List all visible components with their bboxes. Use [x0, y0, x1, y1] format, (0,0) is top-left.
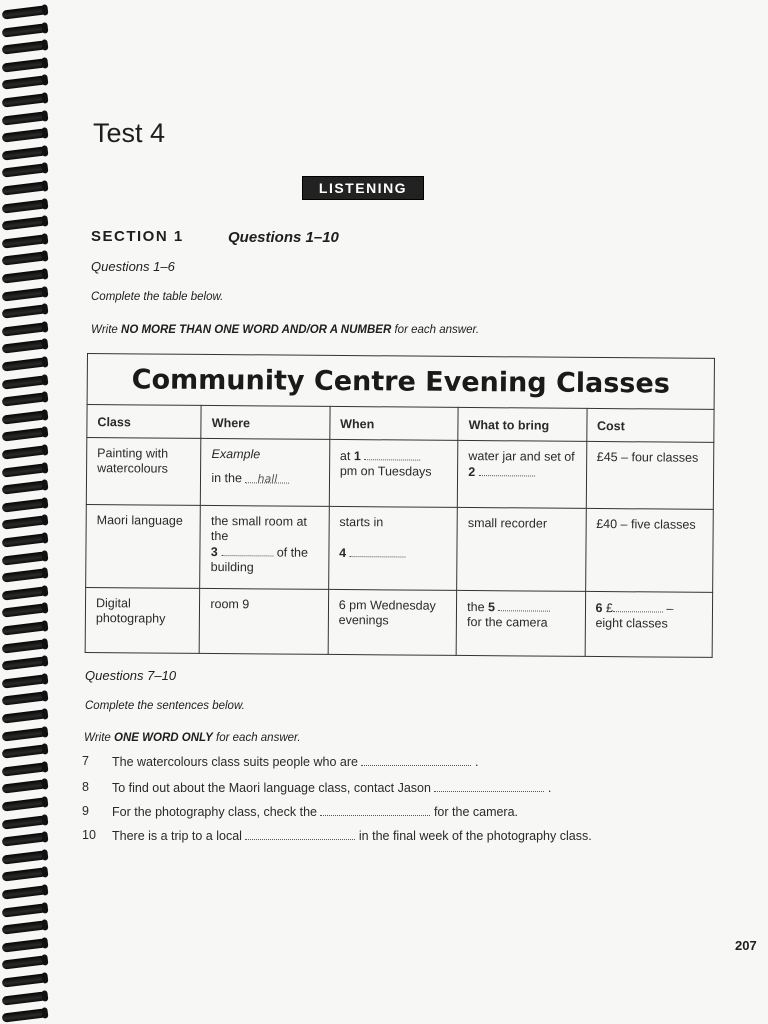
question-number: 5	[487, 600, 496, 615]
header-class: Class	[87, 405, 202, 439]
binding-coil	[2, 956, 47, 970]
answer-blank	[498, 599, 550, 611]
answer-blank	[221, 544, 273, 556]
answer-blank	[479, 464, 535, 476]
binding-coil	[2, 463, 47, 477]
binding-coil	[2, 727, 47, 741]
answer-blank	[350, 545, 406, 557]
table-instruction: Complete the table below.	[91, 291, 224, 303]
section-heading: SECTION 1	[91, 228, 184, 245]
binding-coil	[2, 111, 47, 125]
binding-coil	[2, 357, 47, 371]
binding-coil	[2, 428, 47, 442]
binding-coil	[2, 850, 47, 864]
binding-coil	[2, 41, 47, 55]
questions-7-10-label: Questions 7–10	[85, 668, 177, 683]
binding-coil	[2, 252, 47, 266]
example-label: Example	[211, 446, 261, 462]
word-limit-instruction-1: Write NO MORE THAN ONE WORD AND/OR A NUMBER for each answer.	[91, 324, 480, 336]
binding-coil	[2, 586, 47, 600]
binding-coil	[2, 129, 47, 143]
cost-cell: 6 £ – eight classes	[585, 591, 713, 657]
question-number: 3	[210, 544, 218, 560]
binding-coil	[2, 797, 47, 811]
binding-coil	[2, 762, 47, 776]
binding-coil	[2, 58, 47, 72]
binding-coil	[2, 709, 47, 723]
table-row	[86, 438, 714, 510]
bring-cell: small recorder	[457, 507, 586, 591]
binding-coil	[2, 868, 47, 882]
binding-coil	[2, 604, 47, 618]
binding-coil	[2, 498, 47, 512]
binding-coil	[2, 445, 47, 459]
binding-coil	[2, 1009, 47, 1023]
class-name: Digital photography	[85, 587, 200, 653]
when-cell: 6 pm Wednesday evenings	[328, 589, 457, 655]
answer-blank	[245, 828, 355, 840]
binding-coil	[2, 903, 47, 917]
table-title: Community Centre Evening Classes	[87, 354, 714, 410]
binding-coil	[2, 410, 47, 424]
binding-coil	[2, 217, 47, 231]
binding-coil	[2, 815, 47, 829]
binding-coil	[2, 5, 47, 19]
classes-table	[85, 353, 715, 658]
questions-range: Questions 1–10	[228, 229, 339, 246]
where-cell: Example in the hall	[201, 438, 330, 506]
cost-cell: £45 – four classes	[586, 441, 714, 509]
header-what-to-bring: What to bring	[458, 407, 587, 441]
binding-coil	[2, 305, 47, 319]
question-number: 1	[353, 449, 361, 464]
binding-coil	[2, 938, 47, 952]
binding-coil	[2, 199, 47, 213]
class-name: Painting with watercolours	[86, 438, 201, 506]
binding-coil	[2, 375, 47, 389]
binding-coil	[2, 569, 47, 583]
bring-cell: water jar and set of 2	[457, 440, 586, 508]
binding-coil	[2, 23, 47, 37]
binding-coil	[2, 921, 47, 935]
binding-coil	[2, 287, 47, 301]
answer-blank	[361, 754, 471, 766]
cost-cell: £40 – five classes	[585, 508, 713, 592]
question-number: 2	[468, 464, 476, 480]
question-number: 4	[339, 545, 347, 561]
binding-coil	[2, 621, 47, 635]
answer-blank	[320, 804, 430, 816]
listening-badge: LISTENING	[302, 176, 424, 200]
answer-blank	[364, 448, 420, 460]
binding-coil	[2, 692, 47, 706]
binding-coil	[2, 181, 47, 195]
answer-blank	[613, 600, 663, 612]
binding-coil	[2, 269, 47, 283]
answer-blank	[434, 780, 544, 792]
class-name: Maori language	[86, 504, 201, 588]
binding-coil	[2, 481, 47, 495]
binding-coil	[2, 885, 47, 899]
question-number: 6	[595, 601, 603, 616]
binding-coil	[2, 991, 47, 1005]
binding-coil	[2, 93, 47, 107]
page-number: 207	[735, 938, 757, 953]
binding-coil	[2, 657, 47, 671]
header-where: Where	[201, 405, 330, 439]
binding-coil	[2, 533, 47, 547]
binding-coil	[2, 234, 47, 248]
where-cell: room 9	[200, 588, 329, 654]
binding-coil	[2, 76, 47, 90]
binding-coil	[2, 833, 47, 847]
questions-1-6-label: Questions 1–6	[91, 259, 175, 274]
where-cell: the small room at the 3 of the building	[200, 505, 329, 589]
binding-coil	[2, 322, 47, 336]
binding-coil	[2, 516, 47, 530]
header-cost: Cost	[586, 408, 714, 442]
when-cell: starts in 4	[328, 506, 457, 590]
binding-coil	[2, 780, 47, 794]
binding-coil	[2, 551, 47, 565]
table-row	[85, 587, 712, 657]
header-when: When	[330, 406, 459, 440]
when-cell: at 1 pm on Tuesdays	[329, 439, 458, 507]
binding-coil	[2, 639, 47, 653]
spiral-binding	[0, 0, 48, 1024]
word-limit-instruction-2: Write ONE WORD ONLY for each answer.	[84, 732, 301, 744]
table-row	[86, 504, 714, 592]
bring-cell: the 5 for the camera	[456, 590, 585, 656]
binding-coil	[2, 393, 47, 407]
binding-coil	[2, 146, 47, 160]
example-answer: hall	[257, 472, 278, 486]
binding-coil	[2, 164, 47, 178]
binding-coil	[2, 973, 47, 987]
sentence-instruction: Complete the sentences below.	[85, 700, 245, 712]
test-title: Test 4	[93, 118, 166, 148]
binding-coil	[2, 340, 47, 354]
binding-coil	[2, 745, 47, 759]
binding-coil	[2, 674, 47, 688]
